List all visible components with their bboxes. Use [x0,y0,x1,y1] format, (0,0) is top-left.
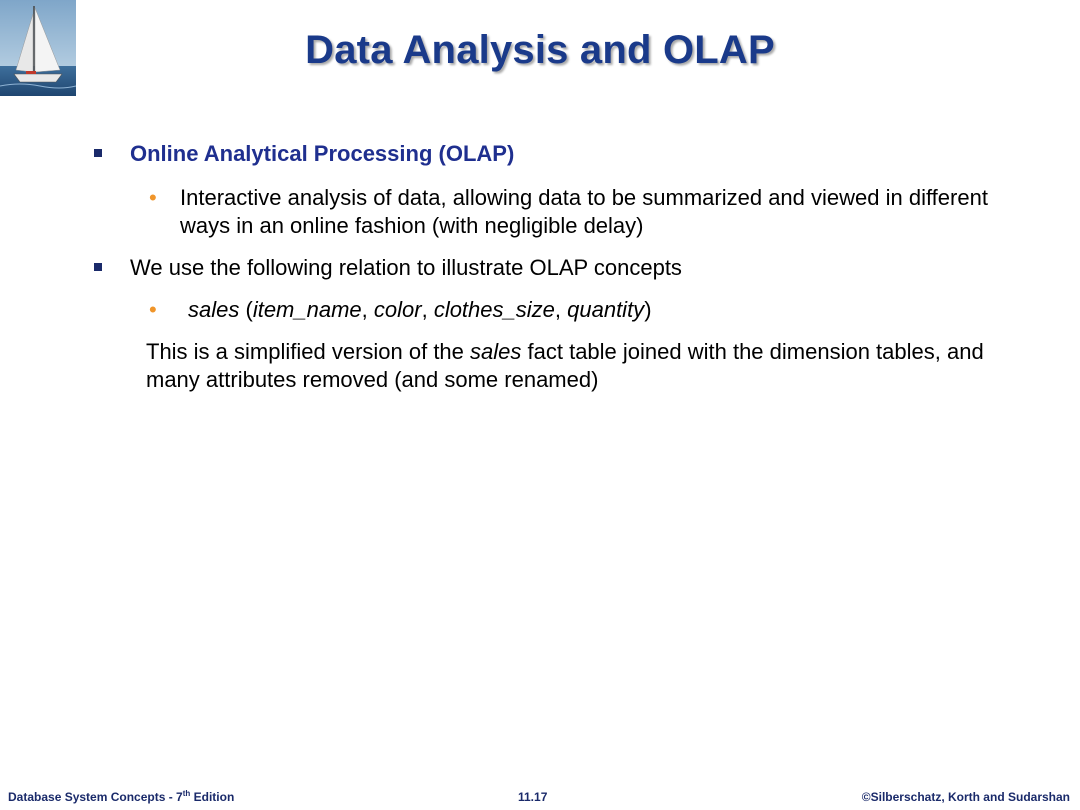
dot-bullet-icon: • [149,297,157,322]
relation-attr-item-name: item_name [252,297,362,322]
footer-book-title [8,790,234,804]
slide-number: 11.17 [518,790,548,804]
bullet-relation [130,254,1030,282]
footer-book-title-sup: th [182,789,191,798]
relation-note-pre: This is a simplified version of the [146,339,471,364]
relation-name: sales [188,297,240,322]
relation-attr-quantity: quantity [567,297,645,322]
sub-bullet-olap-desc-text: Interactive analysis of data, allowing data to be summarized and viewed in different ways in an online fashion (with negligible delay) [180,185,988,238]
relation-close: ) [644,297,652,322]
sub-bullet-olap-desc [149,184,1010,240]
footer-copyright: ©Silberschatz, Korth and Sudarshan [861,790,1070,804]
square-bullet-icon [94,263,102,271]
square-bullet-icon [94,149,102,157]
relation-attr-color: color [373,297,422,322]
relation-attr-clothes-size: clothes_size [433,297,555,322]
footer-book-title-main: Database System Concepts - 7 [8,790,183,804]
relation-sep: , [554,297,568,322]
bullet-olap [130,140,1030,168]
sub-bullet-sales-relation [149,296,1018,324]
relation-open: ( [239,297,253,322]
relation-note-em: sales [470,339,522,364]
slide-title: Data Analysis and OLAP [305,28,775,72]
relation-sep: , [361,297,374,322]
bullet-olap-text: Online Analytical Processing (OLAP) [130,141,515,166]
slide-footer [0,790,1080,806]
relation-note [146,338,1016,394]
dot-bullet-icon: • [149,185,157,210]
relation-note-post: fact table joined with the dimension tables, and many attributes removed (and some renamed) [146,339,984,392]
relation-sep: , [421,297,434,322]
bullet-relation-text: We use the following relation to illustrate OLAP concepts [130,255,682,280]
footer-book-title-edition: Edition [190,790,235,804]
